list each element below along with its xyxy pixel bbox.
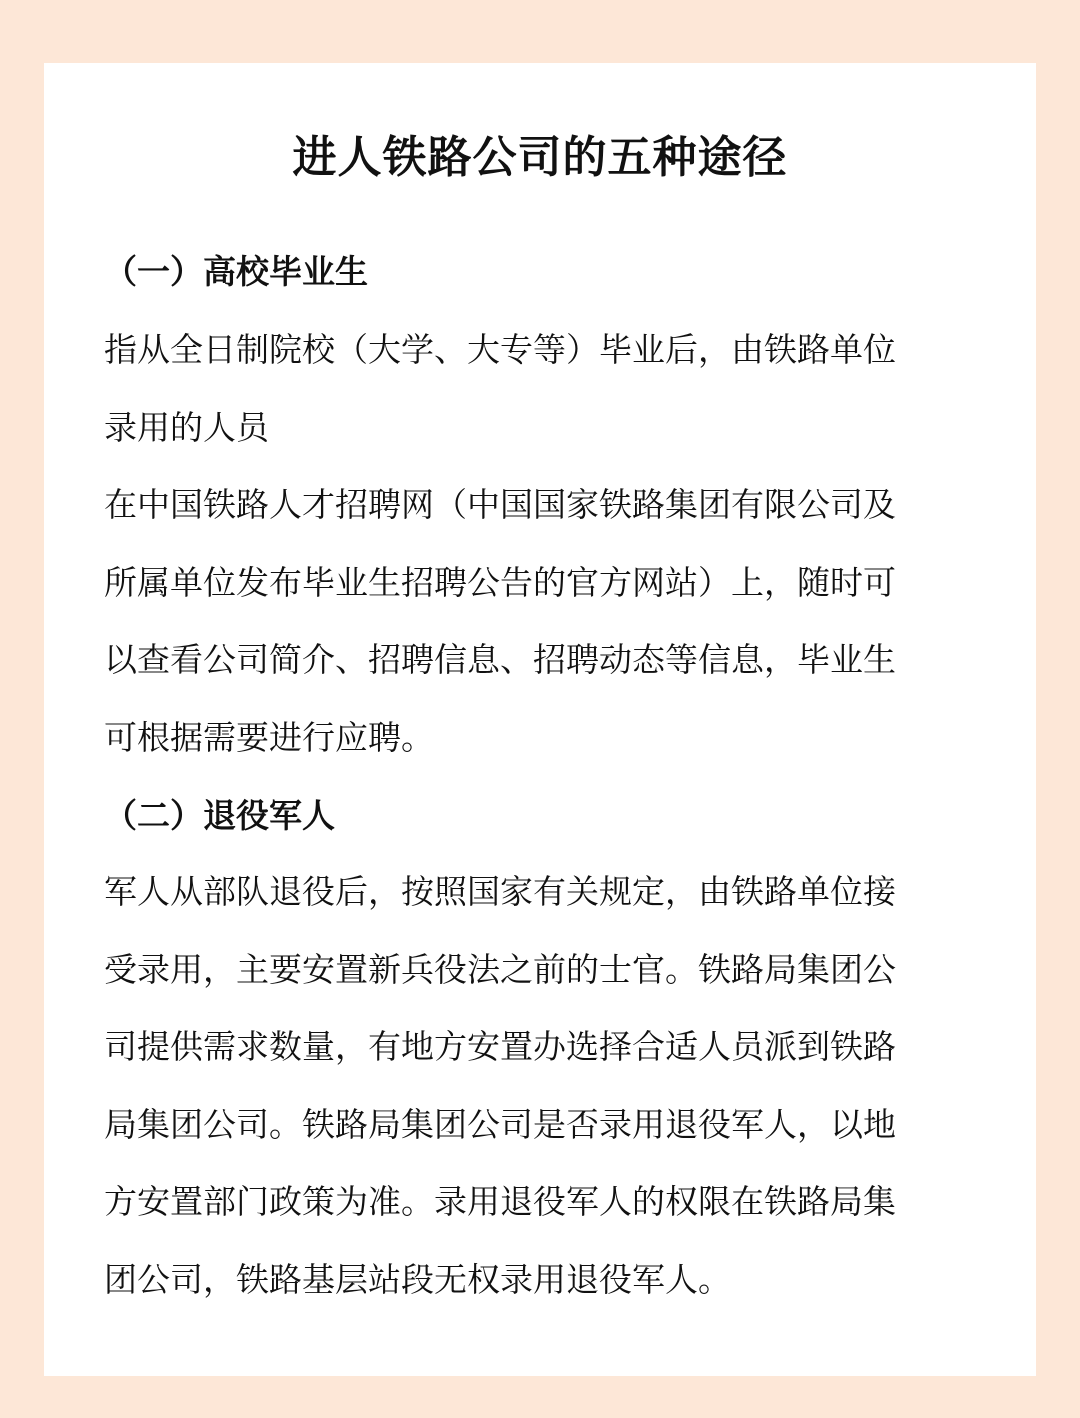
text-line: 在中国铁路人才招聘网（中国国家铁路集团有限公司及 xyxy=(104,485,896,524)
section-heading-graduates: （一）高校毕业生 xyxy=(104,252,368,291)
text-line: 局集团公司。铁路局集团公司是否录用退役军人，以地 xyxy=(104,1104,896,1144)
text-line: 可根据需要进行应聘。 xyxy=(104,717,434,757)
text-line: 受录用，主要安置新兵役法之前的士官。铁路局集团公 xyxy=(104,949,896,989)
paragraph-graduates-definition xyxy=(104,311,972,466)
section-heading-veterans: （二）退役军人 xyxy=(104,796,335,835)
paragraph-graduates-recruitment-site xyxy=(104,466,972,776)
text-line: 团公司，铁路基层站段无权录用退役军人。 xyxy=(104,1259,731,1299)
text-line: 录用的人员 xyxy=(104,407,269,447)
text-line: 以查看公司简介、招聘信息、招聘动态等信息，毕业生 xyxy=(104,640,896,679)
paragraph-veterans xyxy=(104,853,972,1318)
text-line: 所属单位发布毕业生招聘公告的官方网站）上，随时可 xyxy=(104,562,896,602)
text-line: 军人从部队退役后，按照国家有关规定，由铁路单位接 xyxy=(104,872,896,911)
text-line: 指从全日制院校（大学、大专等）毕业后，由铁路单位 xyxy=(104,330,896,369)
text-line: 方安置部门政策为准。录用退役军人的权限在铁路局集 xyxy=(104,1182,896,1221)
text-line: 司提供需求数量，有地方安置办选择合适人员派到铁路 xyxy=(104,1027,896,1066)
page-title: 进人铁路公司的五种途径 xyxy=(292,132,788,183)
